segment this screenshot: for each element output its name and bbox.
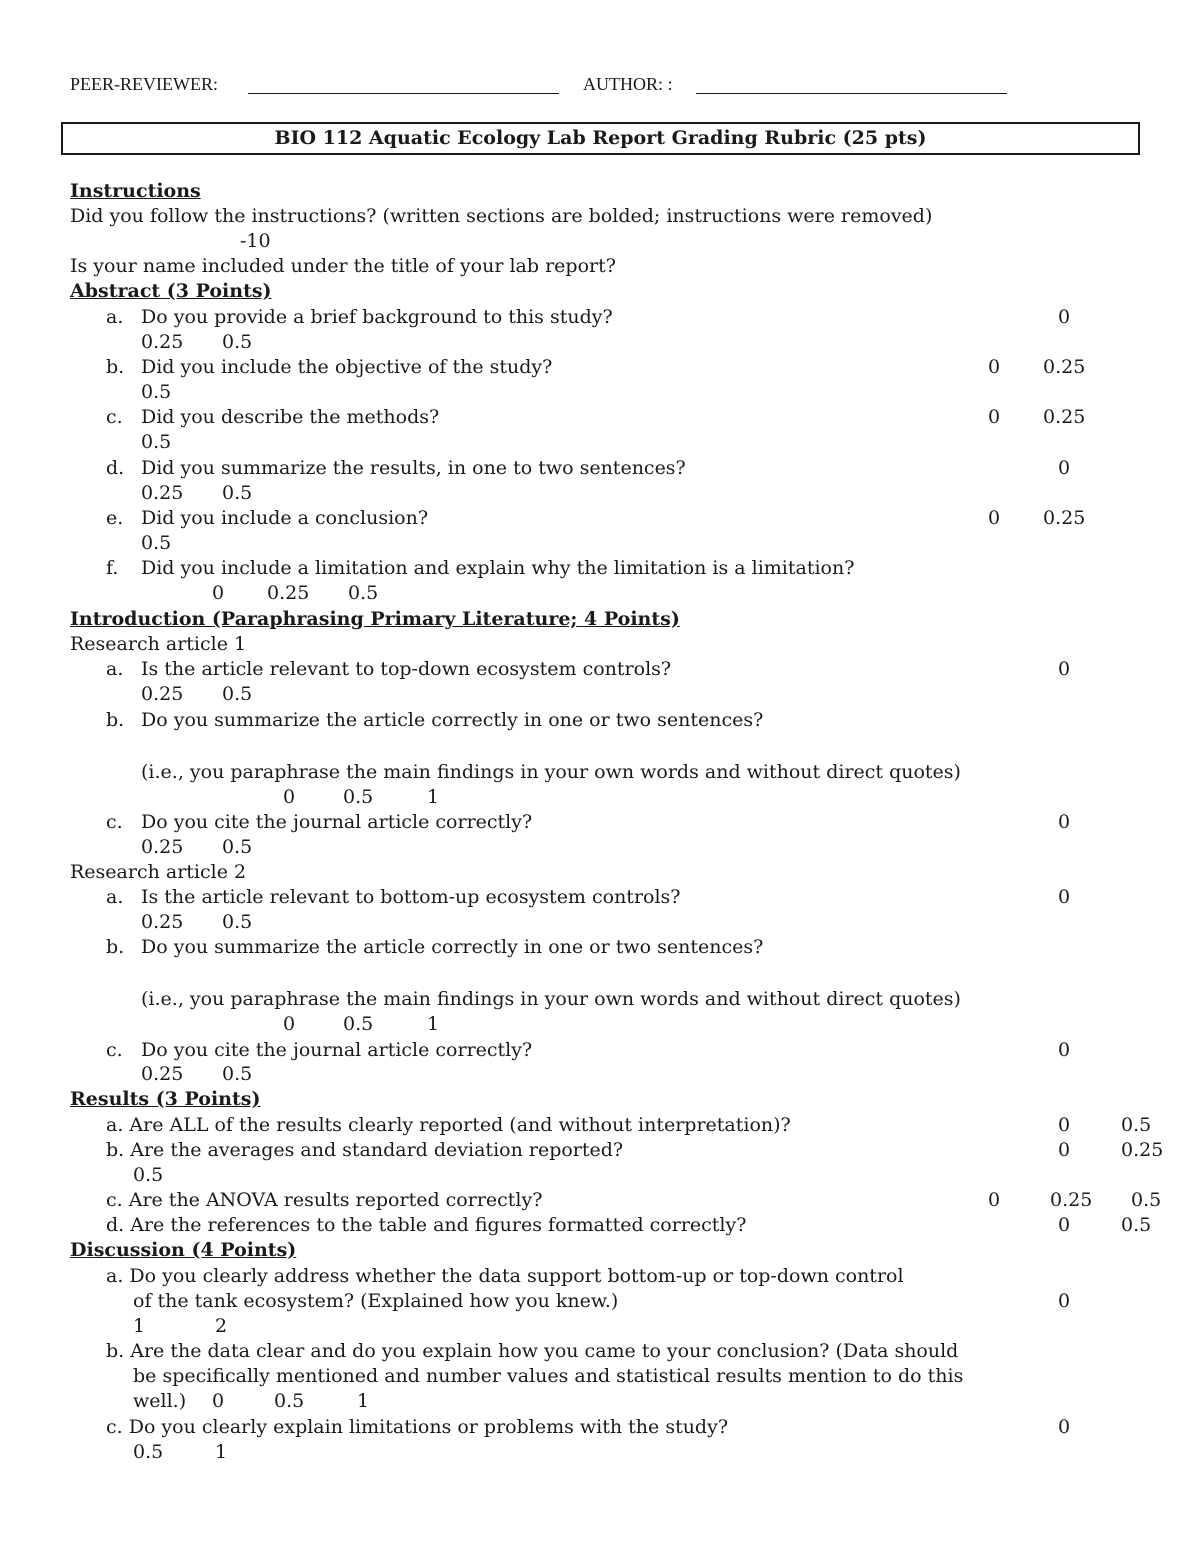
score-option: 0.5	[222, 482, 253, 504]
instructions-q1: Did you follow the instructions? (written sections are bolded; instructions were removed)	[70, 205, 933, 227]
score-option: 0.25	[141, 482, 184, 504]
score-option: 0.5	[222, 331, 253, 353]
abstract-e-text: Did you include a conclusion?	[141, 507, 429, 529]
intro-1b-text: Do you summarize the article correctly in one or two sentences?	[141, 709, 764, 731]
discussion-b-line2: be specifically mentioned and number values and statistical results mention to do this	[133, 1365, 964, 1387]
score-option: 0	[1058, 811, 1071, 833]
abstract-b-letter: b.	[106, 356, 125, 378]
intro-2a-letter: a.	[106, 886, 124, 908]
score-option: 0	[988, 507, 1001, 529]
intro-2b-note: (i.e., you paraphrase the main findings in your own words and without direct quotes)	[141, 988, 961, 1010]
discussion-heading: Discussion (4 Points)	[70, 1239, 297, 1261]
instructions-heading: Instructions	[70, 180, 201, 202]
score-option: 0.25	[1043, 356, 1086, 378]
score-option: 0.5	[1131, 1189, 1162, 1211]
page-title: BIO 112 Aquatic Ecology Lab Report Grading Rubric (25 pts)	[274, 127, 927, 149]
score-option: 0	[988, 406, 1001, 428]
score-option: 0	[1058, 1039, 1071, 1061]
abstract-d-letter: d.	[106, 457, 125, 479]
author-label: AUTHOR: :	[583, 74, 673, 94]
score-option: 0.5	[222, 683, 253, 705]
abstract-a-letter: a.	[106, 306, 124, 328]
intro-2c-text: Do you cite the journal article correctly?	[141, 1039, 533, 1061]
intro-2a-text: Is the article relevant to bottom-up ecosystem controls?	[141, 886, 681, 908]
score-option: 0.5	[141, 431, 172, 453]
abstract-c-text: Did you describe the methods?	[141, 406, 440, 428]
discussion-a-line2: of the tank ecosystem? (Explained how you knew.)	[133, 1290, 619, 1312]
score-option: 1	[357, 1390, 370, 1412]
intro-1b-note: (i.e., you paraphrase the main findings in your own words and without direct quotes)	[141, 761, 961, 783]
score-option: 0.5	[348, 582, 379, 604]
instructions-q2: Is your name included under the title of your lab report?	[70, 255, 616, 277]
research-article-1-label: Research article 1	[70, 633, 247, 655]
intro-1b-letter: b.	[106, 709, 125, 731]
score-option: 0	[1058, 306, 1071, 328]
intro-1a-text: Is the article relevant to top-down ecosystem controls?	[141, 658, 672, 680]
instructions-q1-score: -10	[240, 230, 271, 252]
score-option: 0.5	[222, 1063, 253, 1085]
score-option: 0.5	[141, 532, 172, 554]
score-option: 0	[283, 1013, 296, 1035]
score-option: 0.25	[141, 911, 184, 933]
results-a: a. Are ALL of the results clearly reported (and without interpretation)?	[106, 1114, 791, 1136]
author-blank[interactable]	[696, 93, 1007, 94]
score-option: 0.25	[1121, 1139, 1164, 1161]
score-option: 2	[215, 1315, 228, 1337]
score-option: 0.5	[133, 1441, 164, 1463]
results-c: c. Are the ANOVA results reported correctly?	[106, 1189, 543, 1211]
score-option: 0.25	[141, 1063, 184, 1085]
score-option: 0	[1058, 457, 1071, 479]
score-option: 0	[283, 786, 296, 808]
score-option: 0.25	[141, 836, 184, 858]
score-option: 0.25	[1043, 406, 1086, 428]
score-option: 0	[1058, 658, 1071, 680]
score-option: 0.5	[222, 836, 253, 858]
results-heading: Results (3 Points)	[70, 1088, 261, 1110]
score-option: 0	[1058, 1139, 1071, 1161]
score-option: 0.5	[343, 786, 374, 808]
discussion-a-line1: a. Do you clearly address whether the data support bottom-up or top-down control	[106, 1265, 904, 1287]
score-option: 0.25	[1050, 1189, 1093, 1211]
score-option: 0.25	[267, 582, 310, 604]
score-option: 0	[1058, 1114, 1071, 1136]
intro-1a-letter: a.	[106, 658, 124, 680]
score-option: 0	[988, 356, 1001, 378]
abstract-b-text: Did you include the objective of the study?	[141, 356, 553, 378]
results-b: b. Are the averages and standard deviation reported?	[106, 1139, 624, 1161]
abstract-e-letter: e.	[106, 507, 124, 529]
intro-2b-letter: b.	[106, 936, 125, 958]
intro-2b-text: Do you summarize the article correctly in one or two sentences?	[141, 936, 764, 958]
score-option: 0	[212, 582, 225, 604]
score-option: 0.5	[1121, 1214, 1152, 1236]
score-option: 0.25	[1043, 507, 1086, 529]
score-option: 0.5	[1121, 1114, 1152, 1136]
abstract-f-text: Did you include a limitation and explain why the limitation is a limitation?	[141, 557, 855, 579]
score-option: 0.25	[141, 331, 184, 353]
discussion-b-line1: b. Are the data clear and do you explain how you came to your conclusion? (Data should	[106, 1340, 959, 1362]
score-option: 1	[215, 1441, 228, 1463]
abstract-f-letter: f.	[106, 557, 119, 579]
score-option: 1	[133, 1315, 146, 1337]
score-option: 0.5	[133, 1164, 164, 1186]
introduction-heading: Introduction (Paraphrasing Primary Literature; 4 Points)	[70, 608, 680, 630]
score-option: 0	[1058, 1416, 1071, 1438]
abstract-d-text: Did you summarize the results, in one to two sentences?	[141, 457, 686, 479]
score-option: 0.5	[343, 1013, 374, 1035]
score-option: 0.5	[274, 1390, 305, 1412]
intro-2c-letter: c.	[106, 1039, 123, 1061]
score-option: 0	[1058, 1214, 1071, 1236]
score-option: 0	[1058, 886, 1071, 908]
peer-reviewer-label: PEER-REVIEWER:	[70, 74, 218, 94]
score-option: 0.25	[141, 683, 184, 705]
discussion-c-line1: c. Do you clearly explain limitations or problems with the study?	[106, 1416, 729, 1438]
score-option: 0	[1058, 1290, 1071, 1312]
score-option: 0.5	[141, 381, 172, 403]
intro-1c-letter: c.	[106, 811, 123, 833]
abstract-heading: Abstract (3 Points)	[70, 280, 272, 302]
title-box	[61, 122, 1140, 155]
score-option: 0	[988, 1189, 1001, 1211]
score-option: 0	[212, 1390, 225, 1412]
score-option: 1	[427, 786, 440, 808]
intro-1c-text: Do you cite the journal article correctly?	[141, 811, 533, 833]
abstract-a-text: Do you provide a brief background to this study?	[141, 306, 613, 328]
research-article-2-label: Research article 2	[70, 861, 247, 883]
abstract-c-letter: c.	[106, 406, 123, 428]
discussion-b-line3: well.)	[133, 1390, 187, 1412]
results-d: d. Are the references to the table and figures formatted correctly?	[106, 1214, 747, 1236]
peer-reviewer-blank[interactable]	[248, 93, 559, 94]
score-option: 1	[427, 1013, 440, 1035]
score-option: 0.5	[222, 911, 253, 933]
